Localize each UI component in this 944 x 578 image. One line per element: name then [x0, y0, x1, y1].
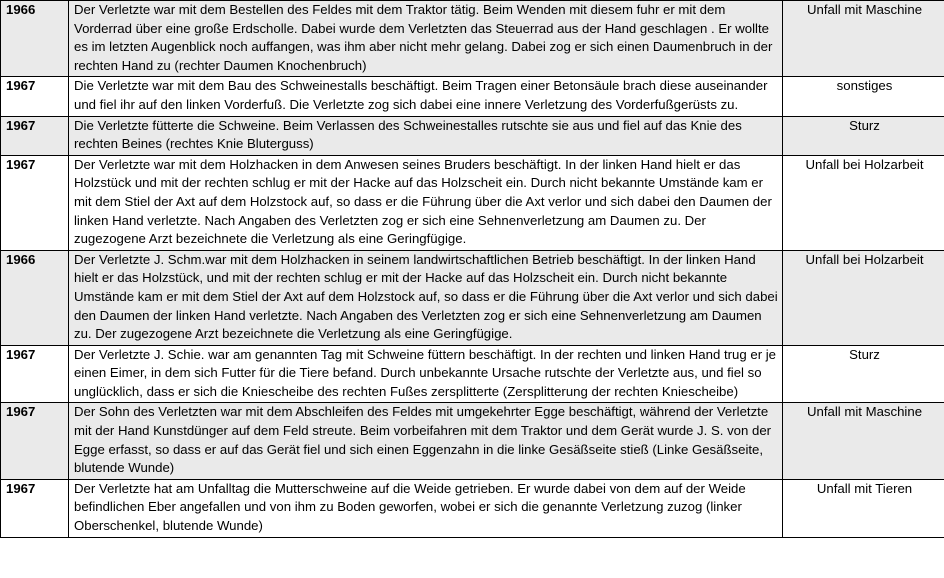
description-cell: Der Verletzte war mit dem Holzhacken in dem Anwesen seines Bruders beschäftigt. In der linken Hand hielt er das Holzstück und mit der rechten schlug er mit der Hacke auf das Holzscheit ein. Durch nicht bekannte Umstände kam er mit dem Stiel der Axt auf dem Holzstock auf, so dass er die Führung über die Axt verlor und sich dabei den Daumen der linken Hand verletzte. Nach Angaben des Verletzten zog er sich eine Sehnenverletzung am Daumen zu. Der zugezogene Arzt bezeichnete die Verletzung als eine Geringfügige. [69, 155, 783, 250]
table-row [1, 155, 944, 250]
year-cell: 1967 [1, 479, 69, 537]
year-cell: 1967 [1, 345, 69, 403]
category-cell: Sturz [783, 116, 944, 155]
table-row [1, 250, 944, 345]
category-cell: Unfall mit Maschine [783, 1, 944, 77]
year-cell: 1966 [1, 250, 69, 345]
category-cell: Sturz [783, 345, 944, 403]
table-row [1, 1, 944, 77]
category-cell: Unfall bei Holzarbeit [783, 250, 944, 345]
table-row [1, 116, 944, 155]
table-row [1, 345, 944, 403]
year-cell: 1967 [1, 403, 69, 479]
description-cell: Der Verletzte hat am Unfalltag die Mutterschweine auf die Weide getrieben. Er wurde dabei von dem auf der Weide befindlichen Eber angefallen und von ihm zu Boden geworfen, wobei er sich die genannte Verletzung zuzog (linker Oberschenkel, blutende Wunde) [69, 479, 783, 537]
year-cell: 1967 [1, 116, 69, 155]
description-cell: Die Verletzte war mit dem Bau des Schweinestalls beschäftigt. Beim Tragen einer Betonsäule brach diese auseinander und fiel ihr auf den linken Vorderfuß. Die Verletzte zog sich dabei eine innere Verletzung des Vorderfußgerüsts zu. [69, 77, 783, 116]
description-cell: Der Verletzte J. Schie. war am genannten Tag mit Schweine füttern beschäftigt. In der rechten und linken Hand trug er je einen Eimer, in dem sich Futter für die Tiere befand. Durch unbekannte Ursache rutschte der Verletzte aus, und fiel so unglücklich, dass er sich die Kniescheibe des rechten Fußes zersplitterte (Zersplitterung der rechten Kniescheibe) [69, 345, 783, 403]
table-row [1, 403, 944, 479]
category-cell: Unfall mit Tieren [783, 479, 944, 537]
description-cell: Der Verletzte J. Schm.war mit dem Holzhacken in seinem landwirtschaftlichen Betrieb beschäftigt. In der linken Hand hielt er das Holzstück, und mit der rechten schlug er mit der Hacke auf das Holzscheit ein. Durch nicht bekannte Umstände kam er mit dem Stiel der Axt auf dem Holzstock auf, so dass er die Führung über die Axt verlor und sich dabei den Daumen der linken Hand verletzte. Nach Angaben des Verletzten zog er sich eine Sehnenverletzung am Daumen zu. Der zugezogene Arzt bezeichnete die Verletzung als eine Geringfügige. [69, 250, 783, 345]
year-cell: 1966 [1, 1, 69, 77]
category-cell: sonstiges [783, 77, 944, 116]
category-cell: Unfall bei Holzarbeit [783, 155, 944, 250]
table-row [1, 77, 944, 116]
table-row [1, 479, 944, 537]
description-cell: Der Verletzte war mit dem Bestellen des Feldes mit dem Traktor tätig. Beim Wenden mit diesem fuhr er mit dem Vorderrad über eine große Erdscholle. Dabei wurde dem Verletzten das Steuerrad aus der Hand geschlagen . Er wollte es im letzten Augenblick noch auffangen, was ihm aber nicht mehr gelang. Dabei zog er sich einen Daumenbruch in der rechten Hand zu (rechter Daumen Knochenbruch) [69, 1, 783, 77]
category-cell: Unfall mit Maschine [783, 403, 944, 479]
description-cell: Der Sohn des Verletzten war mit dem Abschleifen des Feldes mit umgekehrter Egge beschäftigt, während der Verletzte mit der Hand Kunstdünger auf dem Feld streute. Beim vorbeifahren mit dem Traktor und dem Gerät wurde J. S. von der Egge erfasst, so dass er auf das Gerät fiel und sich einen Eggenzahn in die linke Gesäßseite stieß (Linke Gesäßseite, blutende Wunde) [69, 403, 783, 479]
table-body [1, 1, 944, 538]
year-cell: 1967 [1, 77, 69, 116]
year-cell: 1967 [1, 155, 69, 250]
description-cell: Die Verletzte fütterte die Schweine. Beim Verlassen des Schweinestalles rutschte sie aus und fiel auf das Knie des rechten Beines (rechtes Knie Bluterguss) [69, 116, 783, 155]
